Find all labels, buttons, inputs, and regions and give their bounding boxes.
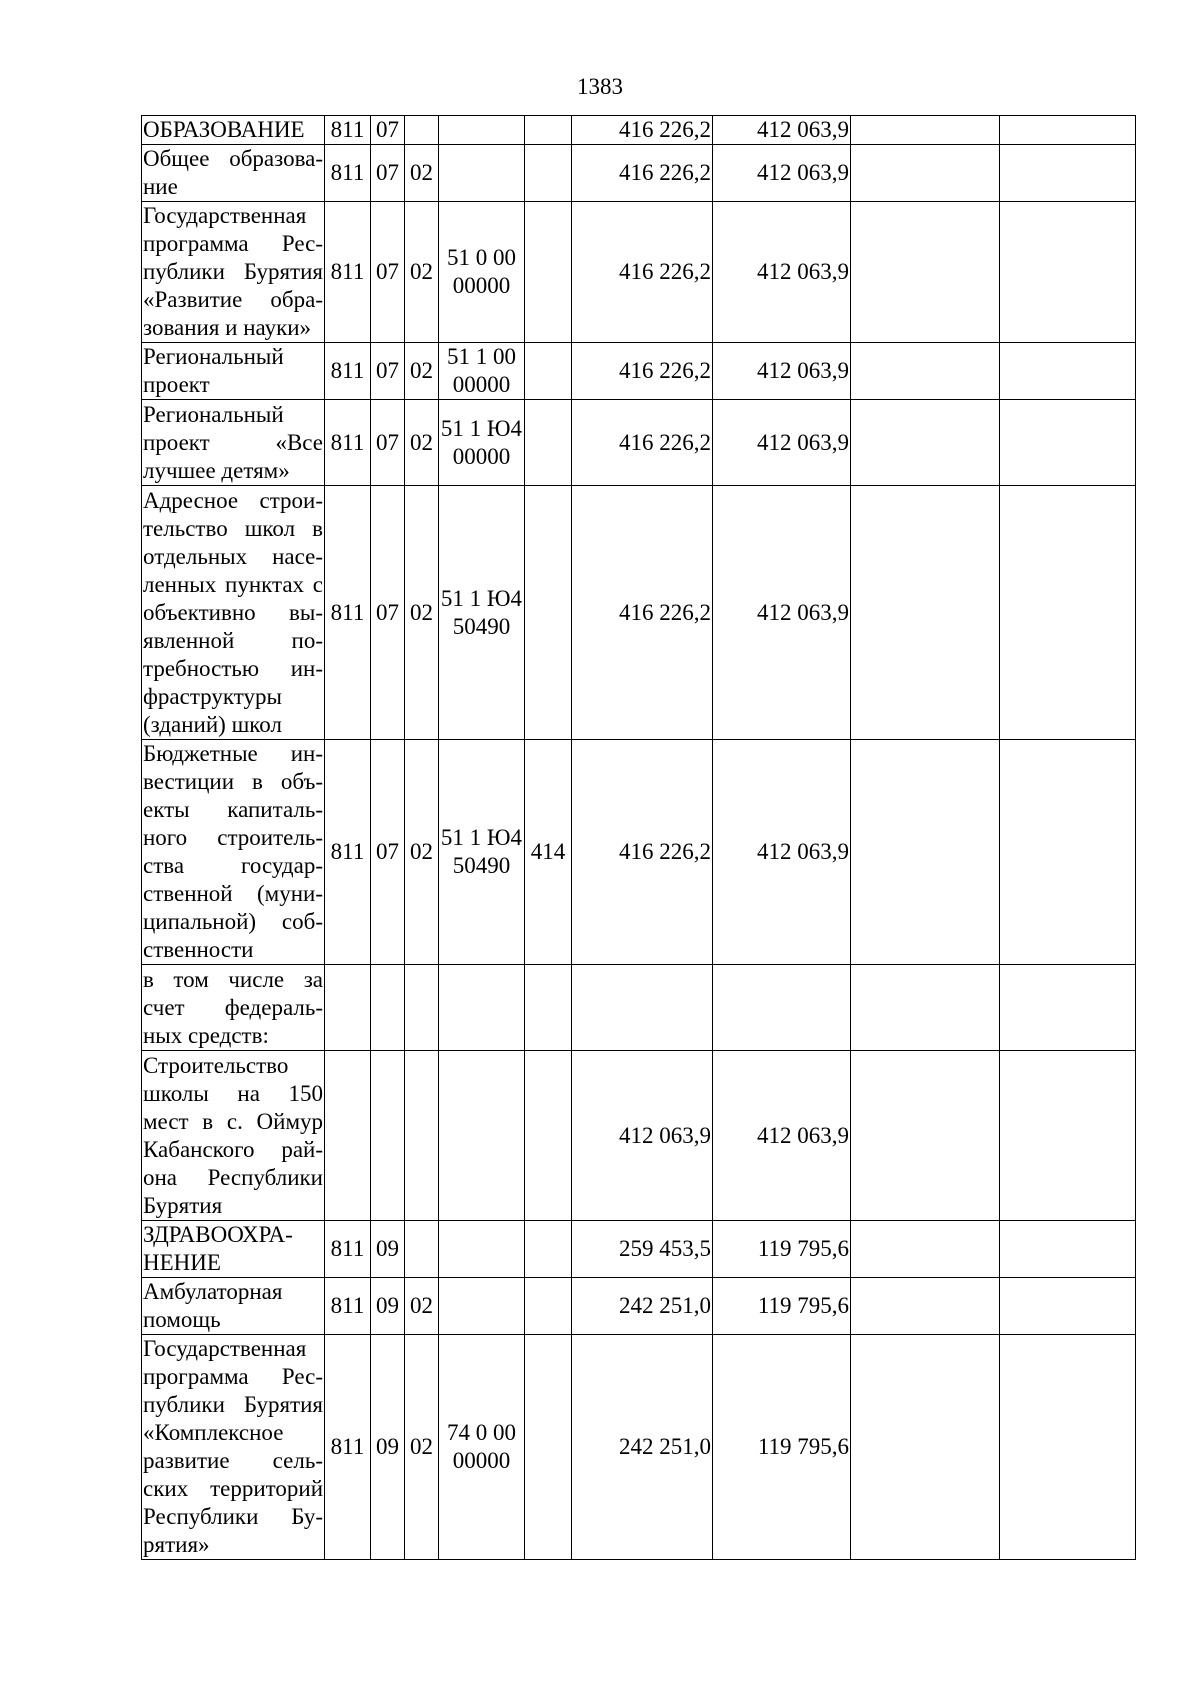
table-row — [142, 965, 1136, 1051]
cell-grbs-code — [325, 965, 371, 1051]
cell-target-article: 51 1 Ю4 50490 — [439, 486, 525, 740]
cell-subsection-code: 02 — [405, 1278, 439, 1335]
table-row — [142, 1051, 1136, 1221]
cell-amount-4 — [1000, 202, 1136, 343]
cell-expense-type — [525, 145, 572, 202]
cell-subsection-code: 02 — [405, 486, 439, 740]
cell-amount-1: 259 453,5 — [572, 1221, 713, 1278]
table-row — [142, 740, 1136, 965]
cell-grbs-code: 811 — [325, 1335, 371, 1560]
budget-table-body — [142, 116, 1136, 1560]
cell-grbs-code: 811 — [325, 1221, 371, 1278]
cell-amount-2: 412 063,9 — [713, 202, 851, 343]
cell-section-code: 07 — [371, 343, 405, 400]
cell-amount-1 — [572, 965, 713, 1051]
cell-target-article — [439, 1278, 525, 1335]
cell-amount-1: 412 063,9 — [572, 1051, 713, 1221]
cell-name: Государственная программа Рес-публики Бурятия «Развитие обра-зования и науки» — [142, 202, 325, 343]
cell-amount-3 — [851, 965, 1000, 1051]
cell-target-article: 51 0 00 00000 — [439, 202, 525, 343]
cell-amount-1: 416 226,2 — [572, 116, 713, 145]
cell-amount-2: 412 063,9 — [713, 400, 851, 486]
cell-grbs-code: 811 — [325, 202, 371, 343]
cell-section-code: 09 — [371, 1221, 405, 1278]
cell-subsection-code — [405, 965, 439, 1051]
cell-subsection-code: 02 — [405, 343, 439, 400]
cell-amount-2 — [713, 965, 851, 1051]
cell-amount-2: 119 795,6 — [713, 1221, 851, 1278]
table-row — [142, 1221, 1136, 1278]
cell-target-article — [439, 965, 525, 1051]
cell-grbs-code: 811 — [325, 740, 371, 965]
cell-amount-3 — [851, 1221, 1000, 1278]
cell-amount-2: 412 063,9 — [713, 343, 851, 400]
cell-target-article — [439, 116, 525, 145]
cell-target-article — [439, 1221, 525, 1278]
cell-amount-4 — [1000, 400, 1136, 486]
page-number: 1383 — [577, 74, 623, 99]
cell-target-article — [439, 1051, 525, 1221]
cell-amount-4 — [1000, 343, 1136, 400]
cell-amount-1: 416 226,2 — [572, 486, 713, 740]
cell-name: ОБРАЗОВАНИЕ — [142, 116, 325, 145]
cell-amount-1: 416 226,2 — [572, 145, 713, 202]
cell-amount-3 — [851, 202, 1000, 343]
cell-amount-1: 242 251,0 — [572, 1278, 713, 1335]
cell-grbs-code: 811 — [325, 400, 371, 486]
table-row — [142, 343, 1136, 400]
table-row — [142, 486, 1136, 740]
cell-target-article: 51 1 Ю4 50490 — [439, 740, 525, 965]
cell-grbs-code — [325, 1051, 371, 1221]
cell-amount-3 — [851, 486, 1000, 740]
cell-amount-3 — [851, 740, 1000, 965]
cell-amount-4 — [1000, 1278, 1136, 1335]
cell-amount-1: 416 226,2 — [572, 343, 713, 400]
cell-grbs-code: 811 — [325, 145, 371, 202]
cell-amount-3 — [851, 400, 1000, 486]
cell-expense-type — [525, 116, 572, 145]
cell-name: Региональный проект «Все лучшее детям» — [142, 400, 325, 486]
table-row — [142, 145, 1136, 202]
cell-expense-type — [525, 1051, 572, 1221]
cell-name: Общее образова-ние — [142, 145, 325, 202]
cell-expense-type — [525, 486, 572, 740]
cell-amount-4 — [1000, 740, 1136, 965]
cell-amount-3 — [851, 1335, 1000, 1560]
cell-target-article — [439, 145, 525, 202]
cell-section-code: 09 — [371, 1278, 405, 1335]
cell-name: Государственная программа Рес-публики Бурятия «Комплексное развитие сель-ских территорий Республики Бу-рятия» — [142, 1335, 325, 1560]
cell-amount-2: 412 063,9 — [713, 486, 851, 740]
cell-amount-3 — [851, 1278, 1000, 1335]
cell-expense-type: 414 — [525, 740, 572, 965]
cell-expense-type — [525, 202, 572, 343]
cell-amount-4 — [1000, 145, 1136, 202]
cell-amount-4 — [1000, 1221, 1136, 1278]
cell-amount-1: 416 226,2 — [572, 202, 713, 343]
cell-section-code: 07 — [371, 202, 405, 343]
cell-subsection-code — [405, 1221, 439, 1278]
cell-section-code: 07 — [371, 400, 405, 486]
cell-amount-1: 416 226,2 — [572, 400, 713, 486]
cell-amount-4 — [1000, 1335, 1136, 1560]
cell-grbs-code: 811 — [325, 1278, 371, 1335]
cell-grbs-code: 811 — [325, 486, 371, 740]
cell-expense-type — [525, 1221, 572, 1278]
cell-section-code — [371, 1051, 405, 1221]
cell-amount-4 — [1000, 965, 1136, 1051]
cell-expense-type — [525, 343, 572, 400]
cell-section-code — [371, 965, 405, 1051]
cell-subsection-code: 02 — [405, 1335, 439, 1560]
cell-name: Адресное строи-тельство школ в отдельных насе-ленных пунктах с объективно вы-явленной по-требностью ин-фраструктуры (зданий) школ — [142, 486, 325, 740]
budget-table — [141, 115, 1136, 1560]
cell-name: ЗДРАВООХРА-НЕНИЕ — [142, 1221, 325, 1278]
cell-amount-3 — [851, 116, 1000, 145]
cell-amount-2: 412 063,9 — [713, 740, 851, 965]
cell-section-code: 07 — [371, 145, 405, 202]
cell-target-article: 51 1 00 00000 — [439, 343, 525, 400]
table-row — [142, 1278, 1136, 1335]
cell-amount-2: 412 063,9 — [713, 145, 851, 202]
cell-amount-3 — [851, 145, 1000, 202]
cell-subsection-code — [405, 1051, 439, 1221]
table-row — [142, 116, 1136, 145]
cell-expense-type — [525, 400, 572, 486]
cell-expense-type — [525, 1278, 572, 1335]
cell-subsection-code — [405, 116, 439, 145]
cell-amount-2: 119 795,6 — [713, 1278, 851, 1335]
cell-subsection-code: 02 — [405, 202, 439, 343]
cell-amount-4 — [1000, 1051, 1136, 1221]
cell-subsection-code: 02 — [405, 400, 439, 486]
cell-amount-4 — [1000, 116, 1136, 145]
cell-name: Строительство школы на 150 мест в с. Оймур Кабанского рай-она Республики Бурятия — [142, 1051, 325, 1221]
cell-amount-3 — [851, 1051, 1000, 1221]
table-row — [142, 1335, 1136, 1560]
table-row — [142, 202, 1136, 343]
cell-name: Амбулаторная помощь — [142, 1278, 325, 1335]
cell-name: в том числе за счет федераль-ных средств: — [142, 965, 325, 1051]
cell-amount-1: 242 251,0 — [572, 1335, 713, 1560]
cell-section-code: 07 — [371, 740, 405, 965]
cell-amount-2: 412 063,9 — [713, 116, 851, 145]
cell-amount-1: 416 226,2 — [572, 740, 713, 965]
cell-subsection-code: 02 — [405, 145, 439, 202]
cell-subsection-code: 02 — [405, 740, 439, 965]
cell-name: Региональный проект — [142, 343, 325, 400]
cell-amount-4 — [1000, 486, 1136, 740]
cell-grbs-code: 811 — [325, 116, 371, 145]
cell-expense-type — [525, 965, 572, 1051]
cell-section-code: 07 — [371, 486, 405, 740]
cell-amount-2: 119 795,6 — [713, 1335, 851, 1560]
table-row — [142, 400, 1136, 486]
cell-amount-2: 412 063,9 — [713, 1051, 851, 1221]
cell-target-article: 74 0 00 00000 — [439, 1335, 525, 1560]
cell-expense-type — [525, 1335, 572, 1560]
cell-amount-3 — [851, 343, 1000, 400]
cell-grbs-code: 811 — [325, 343, 371, 400]
cell-section-code: 07 — [371, 116, 405, 145]
cell-section-code: 09 — [371, 1335, 405, 1560]
cell-name: Бюджетные ин-вестиции в объ-екты капиталь-ного строитель-ства государ-ственной (муни-ципальной) соб-ственности — [142, 740, 325, 965]
cell-target-article: 51 1 Ю4 00000 — [439, 400, 525, 486]
